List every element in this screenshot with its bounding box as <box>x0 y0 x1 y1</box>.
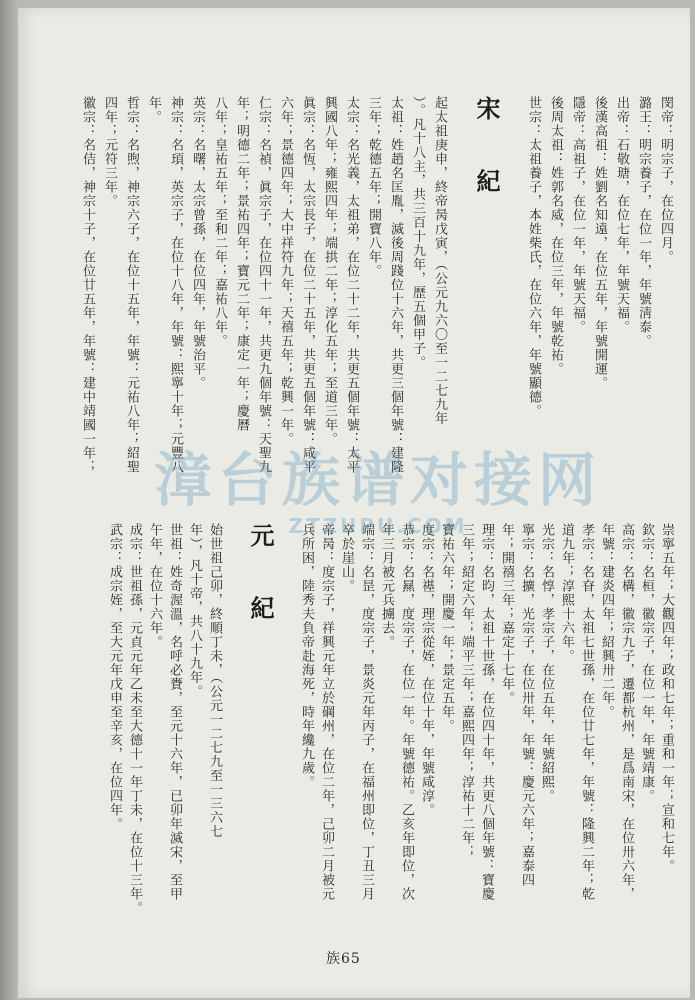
text-column: 太祖：姓趙名匡胤，滅後周踐位十六年，共更三個年號：建隆 <box>388 96 403 474</box>
text-column: 年號：建炎四年；紹興卅二年。 <box>599 523 614 719</box>
document-page <box>18 8 690 998</box>
text-column: 光宗：名惇，孝宗子，在位五年，年號紹熙。 <box>539 523 554 803</box>
watermark-latin: ZTZUPU.COM <box>288 514 468 538</box>
text-column: 仁宗：名禎，眞宗子，在位四十一年，共更九個年號：天聖九 <box>256 96 271 474</box>
text-column: 神宗：名頊，英宗子，在位十八年，年號：熙寧十年；元豐八 <box>168 96 183 474</box>
song-dynasty-heading: 宋 紀 <box>472 96 501 213</box>
watermark-chinese: 漳台族谱对接网 <box>153 446 602 514</box>
yuan-dynasty-heading: 元 紀 <box>246 523 275 640</box>
text-column: 後漢高祖：姓劉名知遠，在位五年，年號開運。 <box>592 96 607 390</box>
text-column: 高宗：名構，徽宗九子，遷都杭州，是爲南宋，在位卅六年， <box>619 523 634 901</box>
text-column: 恭宗：名㬎，度宗子，在位一年。年號德祐。乙亥年即位，次 <box>399 523 414 901</box>
text-column: 四年；元符三年。 <box>102 96 117 208</box>
text-column: 世祖：姓奇渥溫，名呼必賚，至元十六年，已卯年滅宋，至甲 <box>167 523 182 901</box>
text-column: 三年；紹定六年；端平三年；嘉熙四年；淳祐十二年； <box>459 523 474 859</box>
spacer <box>226 523 238 903</box>
text-column: 隱帝：高祖子，在位一年，年號天福。 <box>570 96 585 334</box>
text-column: 年三月被元兵擄去。 <box>379 523 394 649</box>
text-column: 閔帝：明宗子，在位四月。 <box>658 96 673 264</box>
text-column: 武宗：成宗姪，至大元年戊申至辛亥，在位四年。 <box>107 523 122 831</box>
text-column: 三年；乾德五年；開寶八年。 <box>366 96 381 278</box>
text-column: 六年；景德四年；大中祥符九年；天禧五年；乾興一年。 <box>278 96 293 446</box>
text-column: 卒於崖山。 <box>339 523 354 593</box>
text-column: 欽宗：名桓，徽宗子，在位一年，年號靖康。 <box>639 523 654 803</box>
text-column: 年），凡十帝，共八十九年。 <box>187 523 202 699</box>
text-column: 後周太祖：姓郭名威，在位三年，年號乾祐。 <box>548 96 563 376</box>
text-column: 度宗：名禥，理宗從姪，在位十年，年號咸淳。 <box>419 523 434 817</box>
text-column: 徽宗：名佶，神宗十子，在位廿五年，年號：建中靖國一年； <box>80 96 95 474</box>
text-column: 興國八年；雍熙四年；端拱二年；淳化五年；至道三年。 <box>322 96 337 446</box>
text-column: 年；明德二年；景祐四年；寶元二年；康定一年；慶曆 <box>234 96 249 432</box>
page-number: 族65 <box>326 951 361 967</box>
text-column: 理宗：名昀，太祖十世孫，在位四十年，共更八個年號：寶慶 <box>479 523 494 901</box>
text-column: 潞王：明宗養子，在位一年，年號淸泰。 <box>636 96 651 348</box>
text-column: 道九年；淳熙十六年。 <box>559 523 574 663</box>
text-column: 崇寧五年；大觀四年；政和七年；重和一年；宣和七年。 <box>659 523 674 873</box>
spacer <box>452 96 464 516</box>
text-column: 英宗：名曙，太宗曾孫，在位四年，年號治平。 <box>190 96 205 390</box>
lower-section <box>18 523 690 915</box>
text-column: 年；開禧三年；嘉定十七年。 <box>499 523 514 705</box>
book-gutter <box>0 0 18 1000</box>
text-column: 始世祖己卯，終順丁未，（公元一二七九至一三六七 <box>207 523 222 839</box>
upper-section <box>18 96 690 516</box>
text-column: 孝宗：名眘，太祖七世孫，在位廿七年，年號：隆興二年；乾 <box>579 523 594 901</box>
text-column: 八年；皇祐五年；至和二年；嘉祐八年。 <box>212 96 227 348</box>
spacer <box>508 96 520 516</box>
text-column: 寶祐六年；開慶一年；景定五年。 <box>439 523 454 733</box>
text-column: 出帝：石敬瑭，在位七年，年號天福。 <box>614 96 629 334</box>
text-column: 帝昺：度宗子，祥興元年立於碙州，在位二年，己卯二月被元 <box>319 523 334 901</box>
text-column: 起太祖庚申，終帝昺戊寅，（公元九六〇至一二七九年 <box>432 96 447 426</box>
text-column: 哲宗：名煦，神宗六子，在位十五年，年號：元祐八年；紹聖 <box>124 96 139 474</box>
text-column: 眞宗：名恆，太宗長子，在位二十五年，共更五個年號：咸平 <box>300 96 315 474</box>
text-column: 端宗：名昰，度宗子，景炎元年丙子，在福州即位，丁丑三月 <box>359 523 374 901</box>
text-column: 年。 <box>146 96 161 124</box>
text-column: 成宗：世祖孫，元貞元年乙未至大德十一年丁未，在位十三年。 <box>127 523 142 915</box>
text-column: 午年，在位十六年。 <box>147 523 162 649</box>
text-column: 世宗：太祖養子，本姓柴氏，在位六年，年號顯德。 <box>526 96 541 418</box>
text-column: 太宗：名光義，太祖弟，在位二十二年，共更五個年號：太平 <box>344 96 359 474</box>
text-column: 兵所困，陸秀夫負帝赴海死，時年纔九歲。 <box>299 523 314 789</box>
text-column: 寧宗：名擴，光宗子，在位卅年，年號：慶元六年；嘉泰四 <box>519 523 534 887</box>
spacer <box>282 523 294 903</box>
text-column: ）。凡十八主，共三百十九年，歷五個甲子。 <box>410 96 425 370</box>
